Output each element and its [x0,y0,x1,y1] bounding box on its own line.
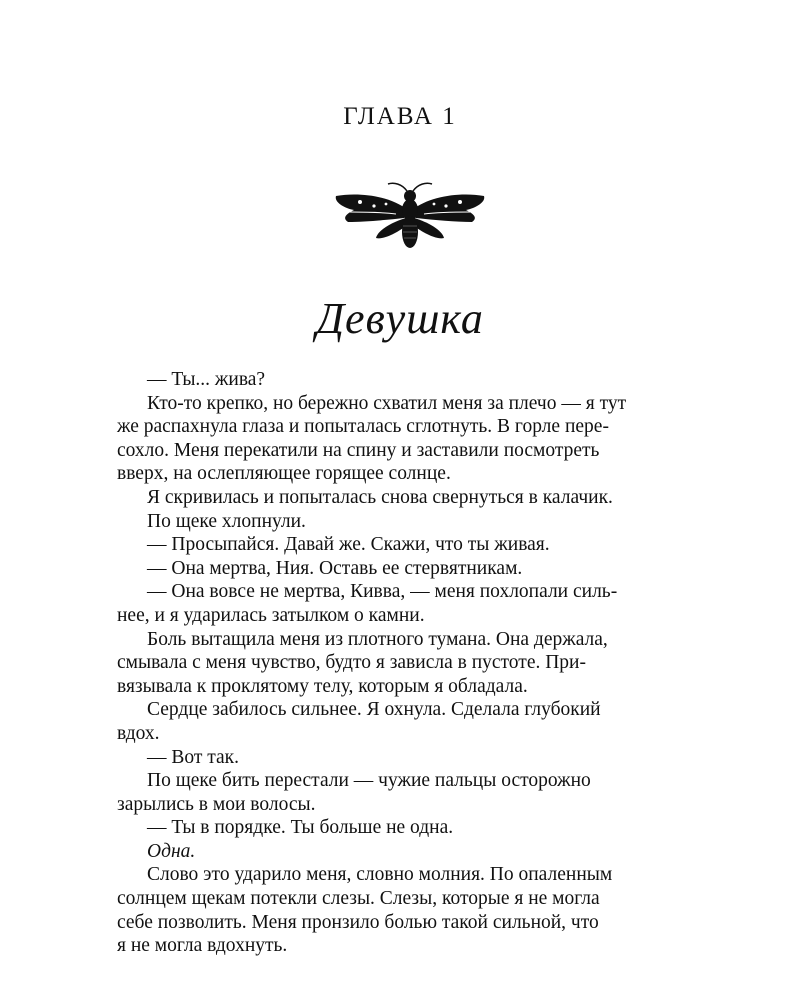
paragraph [147,510,715,534]
text-line: Боль вытащила меня из плотного тумана. Она держала, [147,628,608,650]
text-line: — Ты... жива? [147,369,266,390]
text-line-italic: Одна. [147,840,196,862]
chapter-title: Девушка [316,294,484,343]
text-line: — Она мертва, Ния. Оставь ее стервятникам. [147,557,523,579]
text-line: смывала с меня чувство, будто я зависла в пустоте. При- [117,652,586,674]
text-line: — Просыпайся. Давай же. Скажи, что ты живая. [147,534,550,556]
paragraph [147,533,715,557]
text-line: зарылись в мои волосы. [117,793,316,815]
chapter-body [117,368,715,958]
text-line: же распахнула глаза и попыталась сглотнуть. В горле пере- [117,416,609,438]
paragraph [117,698,715,745]
paragraph [147,486,715,510]
paragraph [117,392,715,486]
text-line: — Она вовсе не мертва, Кивва, — меня похлопали силь- [147,581,618,603]
text-line: нее, и я ударилась затылком о камни. [117,604,425,626]
text-line: Слово это ударило меня, словно молния. По опаленным [147,864,613,886]
moth-icon [330,182,490,254]
text-line: себе позволить. Меня пронзило болью такой сильной, что [117,911,599,933]
paragraph [147,368,715,392]
text-line: По щеке бить перестали — чужие пальцы осторожно [147,770,591,792]
paragraph [147,746,715,770]
paragraph [117,580,715,627]
paragraph [147,557,715,581]
text-line: Кто-то крепко, но бережно схватил меня за плечо — я тут [147,392,627,414]
text-line: сохло. Меня перекатили на спину и заставили посмотреть [117,439,600,461]
paragraph [117,863,715,957]
text-line: я не могла вдохнуть. [117,935,288,957]
text-line: Сердце забилось сильнее. Я охнула. Сделала глубокий [147,699,601,721]
chapter-label: ГЛАВА 1 [343,103,457,130]
paragraph [117,769,715,816]
text-line: вверх, на ослепляющее горящее солнце. [117,463,451,485]
text-line: — Ты в порядке. Ты больше не одна. [147,817,454,839]
text-line: Я скривилась и попыталась снова свернуться в калачик. [147,486,613,508]
paragraph [117,628,715,699]
text-line: вдох. [117,722,160,744]
paragraph [147,840,715,864]
paragraph [147,816,715,840]
text-line: — Вот так. [147,746,240,768]
text-line: солнцем щекам потекли слезы. Слезы, которые я не могла [117,888,600,910]
text-line: вязывала к проклятому телу, которым я обладала. [117,675,528,697]
text-line: По щеке хлопнули. [147,510,306,532]
